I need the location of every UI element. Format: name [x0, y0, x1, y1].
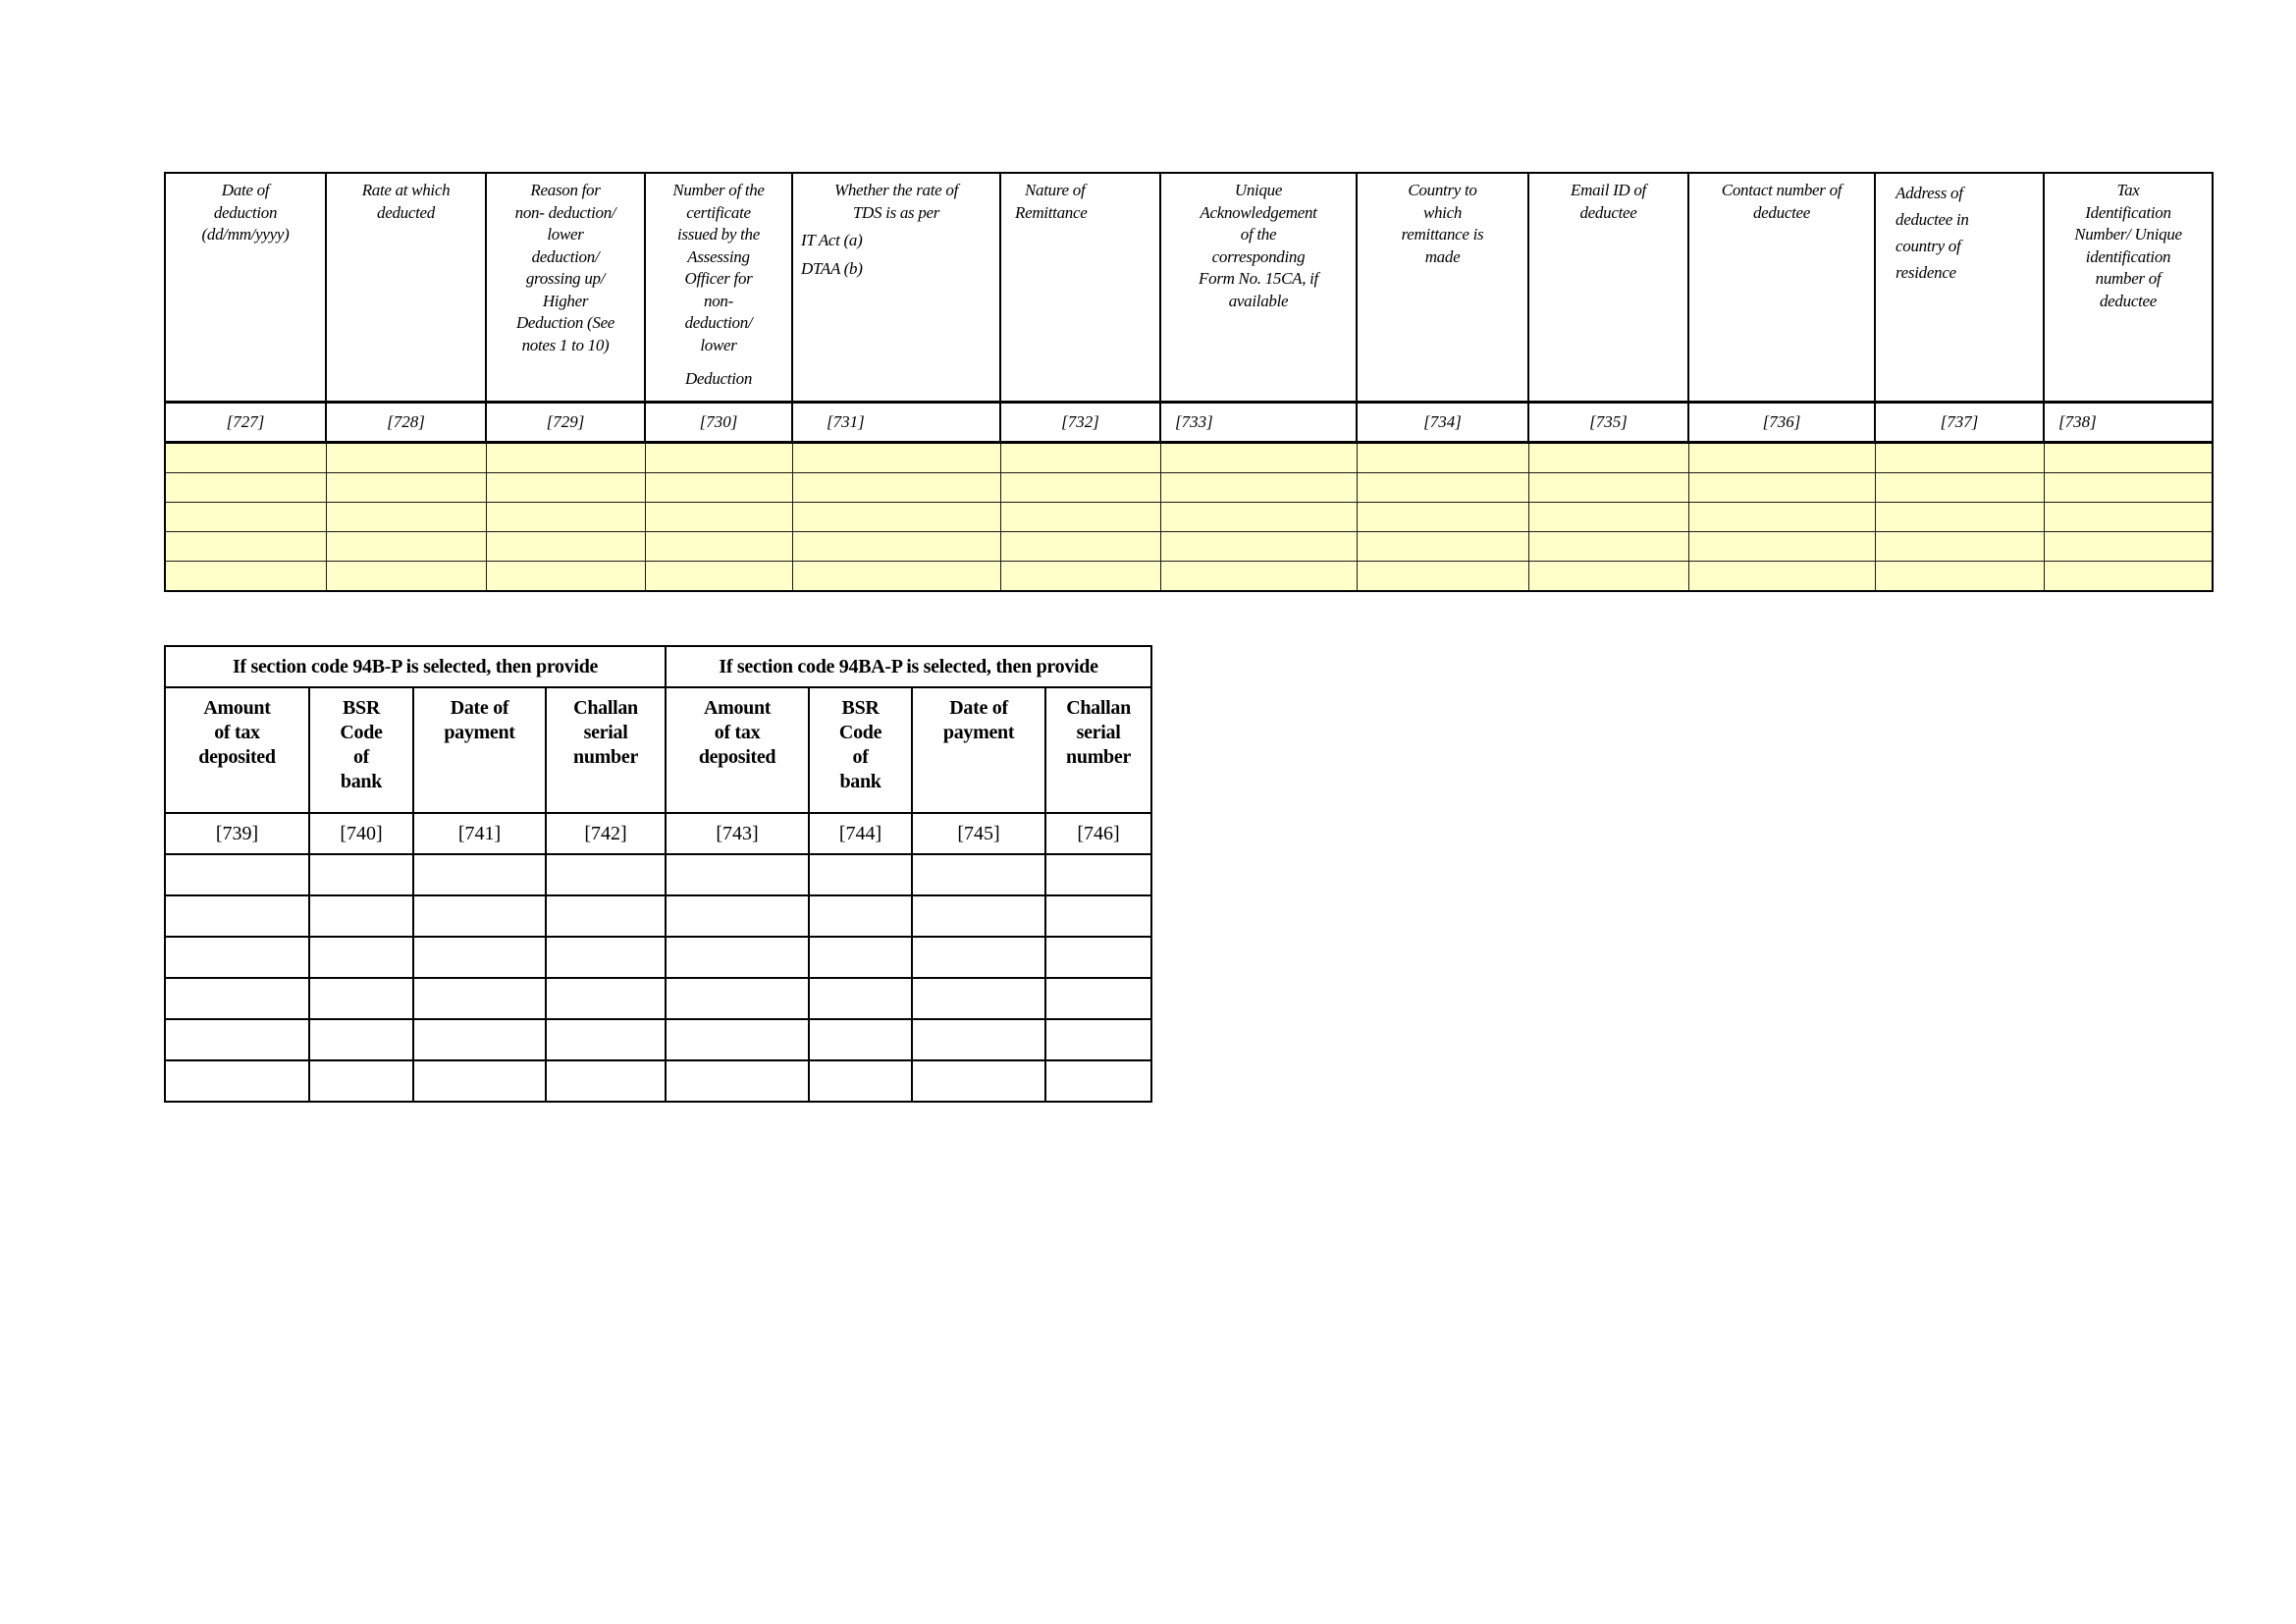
input-cell[interactable] [809, 937, 912, 978]
input-cell[interactable] [413, 854, 546, 895]
input-cell[interactable] [1045, 937, 1151, 978]
input-cell[interactable] [912, 1060, 1045, 1102]
input-cell[interactable] [912, 937, 1045, 978]
col-header-email-id: Email ID of deductee [1528, 173, 1688, 403]
input-cell[interactable] [645, 473, 792, 503]
input-cell[interactable] [546, 937, 666, 978]
input-cell[interactable] [165, 532, 326, 562]
field-code: [728] [326, 403, 486, 443]
input-cell[interactable] [326, 473, 486, 503]
input-cell[interactable] [1160, 562, 1357, 592]
input-cell[interactable] [1875, 562, 2044, 592]
input-cell[interactable] [165, 978, 309, 1019]
input-cell[interactable] [2044, 532, 2213, 562]
col-header-rate-deducted: Rate at which deducted [326, 173, 486, 403]
field-code: [735] [1528, 403, 1688, 443]
table-row [165, 532, 2213, 562]
input-cell[interactable] [2044, 473, 2213, 503]
input-cell[interactable] [413, 1019, 546, 1060]
input-cell[interactable] [645, 503, 792, 532]
col-header-form-15ca-ack: Unique Acknowledgement of the corresponding Form No. 15CA, if available [1160, 173, 1357, 403]
field-code: [736] [1688, 403, 1875, 443]
input-cell[interactable] [1357, 532, 1528, 562]
input-cell[interactable] [165, 473, 326, 503]
section-banner-row [165, 646, 1151, 687]
input-cell[interactable] [1688, 443, 1875, 473]
input-cell[interactable] [1357, 473, 1528, 503]
input-cell[interactable] [1528, 532, 1688, 562]
input-cell[interactable] [486, 473, 645, 503]
input-cell[interactable] [309, 937, 413, 978]
field-code: [731] [792, 403, 1000, 443]
input-cell[interactable] [1528, 443, 1688, 473]
field-code: [729] [486, 403, 645, 443]
field-code: [741] [413, 813, 546, 854]
col-header-contact-number: Contact number of deductee [1688, 173, 1875, 403]
input-cell[interactable] [413, 895, 546, 937]
field-code: [733] [1160, 403, 1357, 443]
input-cell[interactable] [309, 895, 413, 937]
input-cell[interactable] [546, 854, 666, 895]
col-header-tax-id: Tax Identification Number/ Unique identification number of deductee [2044, 173, 2213, 403]
input-cell[interactable] [1160, 532, 1357, 562]
input-cell[interactable] [792, 562, 1000, 592]
input-cell[interactable] [1875, 532, 2044, 562]
option-it-act: IT Act (a) [801, 231, 863, 249]
table-row [165, 443, 2213, 473]
header-row [165, 173, 2213, 403]
input-cell[interactable] [809, 854, 912, 895]
input-cell[interactable] [486, 443, 645, 473]
field-code: [743] [666, 813, 809, 854]
table-row [165, 937, 1151, 978]
input-cell[interactable] [165, 562, 326, 592]
col-header-date-of-payment: Date of payment [413, 687, 546, 813]
input-cell[interactable] [165, 503, 326, 532]
table-row [165, 895, 1151, 937]
input-cell[interactable] [1688, 473, 1875, 503]
input-cell[interactable] [309, 1060, 413, 1102]
col-header-tds-rate-basis: Whether the rate of TDS is as per IT Act (a) DTAA (b) [792, 173, 1000, 403]
input-cell[interactable] [309, 854, 413, 895]
table-row [165, 1019, 1151, 1060]
deduction-details-table [164, 172, 2214, 592]
input-cell[interactable] [326, 532, 486, 562]
col-header-challan-serial: Challan serial number [546, 687, 666, 813]
input-cell[interactable] [413, 937, 546, 978]
input-cell[interactable] [413, 978, 546, 1019]
input-cell[interactable] [1528, 473, 1688, 503]
input-cell[interactable] [666, 937, 809, 978]
input-cell[interactable] [1875, 443, 2044, 473]
field-code: [740] [309, 813, 413, 854]
input-cell[interactable] [1045, 978, 1151, 1019]
input-cell[interactable] [2044, 562, 2213, 592]
input-cell[interactable] [809, 978, 912, 1019]
field-code-row [165, 403, 2213, 443]
input-cell[interactable] [326, 443, 486, 473]
field-code: [744] [809, 813, 912, 854]
input-cell[interactable] [809, 895, 912, 937]
input-cell[interactable] [1160, 503, 1357, 532]
option-dtaa: DTAA (b) [801, 258, 863, 278]
input-cell[interactable] [309, 1019, 413, 1060]
input-cell[interactable] [792, 473, 1000, 503]
input-cell[interactable] [912, 1019, 1045, 1060]
input-cell[interactable] [645, 562, 792, 592]
col-header-country-of-remittance: Country to which remittance is made [1357, 173, 1528, 403]
input-cell[interactable] [912, 854, 1045, 895]
col-header-reason-non-deduction: Reason for non- deduction/ lower deduction/ grossing up/ Higher Deduction (See notes 1 to 10) [486, 173, 645, 403]
input-cell[interactable] [792, 532, 1000, 562]
table-row [165, 854, 1151, 895]
input-cell[interactable] [1528, 503, 1688, 532]
input-cell[interactable] [165, 937, 309, 978]
input-cell[interactable] [809, 1019, 912, 1060]
input-cell[interactable] [1000, 532, 1160, 562]
input-cell[interactable] [2044, 443, 2213, 473]
input-cell[interactable] [326, 562, 486, 592]
input-cell[interactable] [165, 895, 309, 937]
input-cell[interactable] [1160, 473, 1357, 503]
input-cell[interactable] [1688, 562, 1875, 592]
input-cell[interactable] [1045, 854, 1151, 895]
input-cell[interactable] [165, 854, 309, 895]
input-cell[interactable] [413, 1060, 546, 1102]
input-cell[interactable] [2044, 503, 2213, 532]
field-code: [727] [165, 403, 326, 443]
input-cell[interactable] [666, 1019, 809, 1060]
field-code: [737] [1875, 403, 2044, 443]
input-cell[interactable] [1528, 562, 1688, 592]
input-cell[interactable] [912, 895, 1045, 937]
input-cell[interactable] [1000, 473, 1160, 503]
input-cell[interactable] [546, 1060, 666, 1102]
input-cell[interactable] [165, 1019, 309, 1060]
header-row [165, 687, 1151, 813]
col-header-bsr-code: BSR Code of bank [809, 687, 912, 813]
field-code: [745] [912, 813, 1045, 854]
section-94ba-p-banner: If section code 94BA-P is selected, then provide [666, 646, 1151, 687]
field-code: [742] [546, 813, 666, 854]
input-cell[interactable] [1357, 443, 1528, 473]
input-cell[interactable] [486, 562, 645, 592]
input-cell[interactable] [809, 1060, 912, 1102]
input-cell[interactable] [1000, 503, 1160, 532]
section-94b-p-banner: If section code 94B-P is selected, then provide [165, 646, 666, 687]
col-header-challan-serial: Challan serial number [1045, 687, 1151, 813]
input-cell[interactable] [1045, 1060, 1151, 1102]
input-cell[interactable] [486, 532, 645, 562]
field-code: [734] [1357, 403, 1528, 443]
col-header-amount-of-tax: Amount of tax deposited [165, 687, 309, 813]
input-cell[interactable] [912, 978, 1045, 1019]
col-header-date-of-payment: Date of payment [912, 687, 1045, 813]
col-header-bsr-code: BSR Code of bank [309, 687, 413, 813]
input-cell[interactable] [546, 978, 666, 1019]
input-cell[interactable] [1357, 503, 1528, 532]
input-cell[interactable] [645, 443, 792, 473]
input-cell[interactable] [666, 854, 809, 895]
input-cell[interactable] [486, 503, 645, 532]
input-cell[interactable] [546, 895, 666, 937]
input-cell[interactable] [645, 532, 792, 562]
col-header-amount-of-tax: Amount of tax deposited [666, 687, 809, 813]
input-cell[interactable] [165, 443, 326, 473]
input-cell[interactable] [1357, 562, 1528, 592]
field-code: [739] [165, 813, 309, 854]
table-row [165, 473, 2213, 503]
input-cell[interactable] [1688, 532, 1875, 562]
field-code: [746] [1045, 813, 1151, 854]
input-cell[interactable] [792, 443, 1000, 473]
input-cell[interactable] [1000, 562, 1160, 592]
field-code: [732] [1000, 403, 1160, 443]
input-cell[interactable] [666, 1060, 809, 1102]
input-cell[interactable] [309, 978, 413, 1019]
input-cell[interactable] [1045, 895, 1151, 937]
col-header-address: Address of deductee in country of residence [1875, 173, 2044, 403]
input-cell[interactable] [546, 1019, 666, 1060]
input-cell[interactable] [1000, 443, 1160, 473]
input-cell[interactable] [1688, 503, 1875, 532]
table-row [165, 978, 1151, 1019]
table-row [165, 562, 2213, 592]
input-cell[interactable] [165, 1060, 309, 1102]
col-header-nature-of-remittance: Nature of Remittance [1000, 173, 1160, 403]
field-code: [730] [645, 403, 792, 443]
input-cell[interactable] [666, 895, 809, 937]
field-code-row [165, 813, 1151, 854]
col-header-date-of-deduction: Date of deduction (dd/mm/yyyy) [165, 173, 326, 403]
input-cell[interactable] [1045, 1019, 1151, 1060]
input-cell[interactable] [666, 978, 809, 1019]
input-cell[interactable] [1875, 473, 2044, 503]
field-code: [738] [2044, 403, 2213, 443]
table-row [165, 503, 2213, 532]
col-header-certificate-number: Number of the certificate issued by the Assessing Officer for non- deduction/ lower Deduction [645, 173, 792, 403]
table-row [165, 1060, 1151, 1102]
input-cell[interactable] [1160, 443, 1357, 473]
input-cell[interactable] [326, 503, 486, 532]
tax-deposit-table [164, 645, 1152, 1103]
input-cell[interactable] [1875, 503, 2044, 532]
input-cell[interactable] [792, 503, 1000, 532]
